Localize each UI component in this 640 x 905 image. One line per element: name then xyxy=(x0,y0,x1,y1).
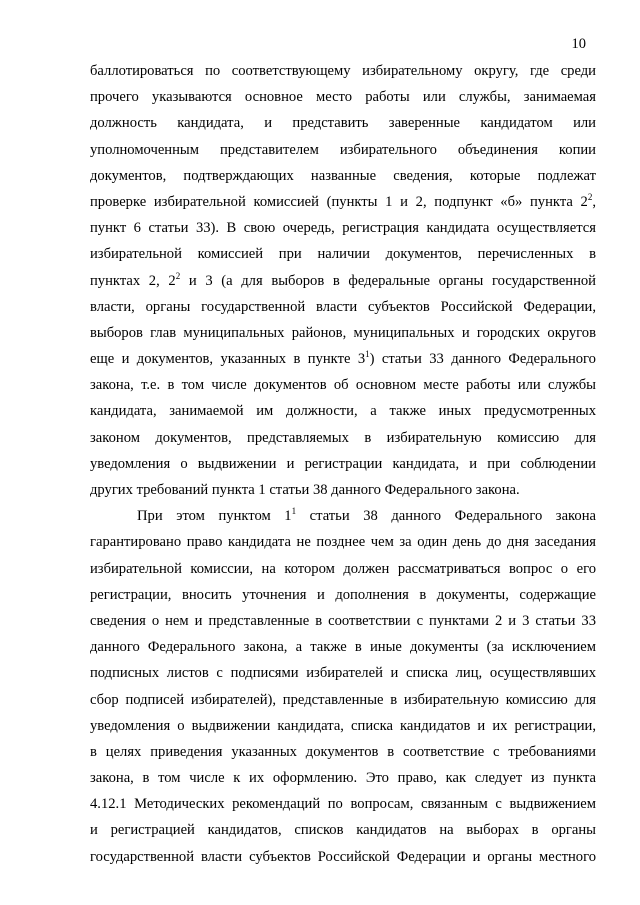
text-line xyxy=(90,477,596,503)
text-run: баллотироваться по соответствующему избирательному округу, где среди xyxy=(90,63,596,79)
text-run: закона, в том числе к их оформлению. Это право, как следует из пункта xyxy=(90,770,596,787)
text-line xyxy=(90,817,596,843)
text-run: подписных листов с подписями избирателей и списка лиц, осуществлявших xyxy=(90,665,596,682)
text-line xyxy=(90,372,596,398)
text-run: гарантировано право кандидата не позднее чем за один день до дня заседания xyxy=(90,534,596,551)
text-line xyxy=(90,739,596,765)
text-line xyxy=(90,320,596,346)
text-line xyxy=(90,110,596,136)
text-line xyxy=(90,84,596,110)
text-line xyxy=(90,713,596,739)
text-run: пунктах 2, 2 xyxy=(90,272,176,289)
superscript: 1 xyxy=(365,349,370,360)
text-line xyxy=(90,503,596,529)
superscript: 2 xyxy=(587,192,593,203)
text-run: кандидата, занимаемой им должности, а также иных предусмотренных xyxy=(90,403,596,420)
text-line xyxy=(90,844,596,870)
text-line xyxy=(90,660,596,686)
text-run: ) статьи 33 данного Федерального xyxy=(369,351,596,368)
text-line xyxy=(90,687,596,713)
text-run: власти, органы государственной власти субъектов Российской Федерации, xyxy=(90,298,596,315)
superscript: 1 xyxy=(291,506,297,517)
text-run: статьи 38 данного Федерального закона xyxy=(296,508,596,525)
text-line xyxy=(90,529,596,555)
text-line xyxy=(90,634,596,660)
text-run: избирательной комиссией при наличии документов, перечисленных в xyxy=(90,246,596,263)
text-line xyxy=(90,215,596,241)
superscript: 2 xyxy=(175,270,181,281)
text-run: других требований пункта 1 статьи 38 данного Федерального закона. xyxy=(90,482,520,498)
text-run: уполномоченным представителем избирательного объединения копии xyxy=(90,141,596,158)
text-line xyxy=(90,268,596,294)
text-run: пункт 6 статьи 33). В свою очередь, регистрация кандидата осуществляется xyxy=(90,220,596,237)
text-run: и 3 (а для выборов в федеральные органы государственной xyxy=(180,272,596,289)
text-run: При этом пунктом 1 xyxy=(137,508,292,525)
text-line xyxy=(90,398,596,424)
text-run: данного Федерального закона, а также в иные документы (за исключением xyxy=(90,639,596,656)
text-run: избирательной комиссии, на котором должен рассматриваться вопрос о его xyxy=(90,560,596,577)
text-line xyxy=(90,451,596,477)
text-line xyxy=(90,791,596,817)
text-line xyxy=(90,582,596,608)
text-run: проверке избирательной комиссией (пункты 1 и 2, подпункт «б» пункта 2 xyxy=(90,193,588,210)
text-run: 4.12.1 Методических рекомендаций по вопросам, связанным с выдвижением xyxy=(90,796,596,813)
text-run: должность кандидата, и представить заверенные кандидатом или xyxy=(90,115,596,132)
text-run: государственной власти субъектов Российской Федерации и органы местного xyxy=(90,848,596,865)
text-line xyxy=(90,189,596,215)
text-line xyxy=(90,137,596,163)
page-number: 10 xyxy=(571,36,586,52)
text-run: законом документов, представляемых в избирательную комиссию для xyxy=(90,429,596,446)
text-run: в целях приведения указанных документов в соответствие с требованиями xyxy=(90,743,596,760)
text-run: , xyxy=(592,193,596,210)
text-line xyxy=(90,556,596,582)
text-line xyxy=(90,58,596,84)
text-run: документов, подтверждающих названные сведения, которые подлежат xyxy=(90,167,596,184)
text-run: регистрации, вносить уточнения и дополнения в документы, содержащие xyxy=(90,586,596,603)
text-run: уведомления о выдвижении кандидата, списка кандидатов и их регистрации, xyxy=(90,717,596,734)
text-run: уведомления о выдвижении и регистрации кандидата, и при соблюдении xyxy=(90,455,596,472)
text-run: выборов глав муниципальных районов, муниципальных и городских округов xyxy=(90,324,596,341)
page-body xyxy=(90,58,596,870)
text-run: прочего указываются основное место работы или службы, занимаемая xyxy=(90,89,596,106)
text-line xyxy=(90,346,596,372)
text-line xyxy=(90,765,596,791)
text-line xyxy=(90,241,596,267)
text-run: сведения о нем и представленные в соответствии с пунктами 2 и 3 статьи 33 xyxy=(90,612,596,629)
text-run: еще и документов, указанных в пункте 3 xyxy=(90,351,366,368)
text-run: сбор подписей избирателей), представленные в избирательную комиссию для xyxy=(90,691,596,708)
text-line xyxy=(90,425,596,451)
text-line xyxy=(90,163,596,189)
text-line xyxy=(90,294,596,320)
text-run: закона, т.е. в том числе документов об основном месте работы или службы xyxy=(90,377,596,394)
text-line xyxy=(90,608,596,634)
text-run: и регистрацией кандидатов, списков кандидатов на выборах в органы xyxy=(90,822,596,839)
